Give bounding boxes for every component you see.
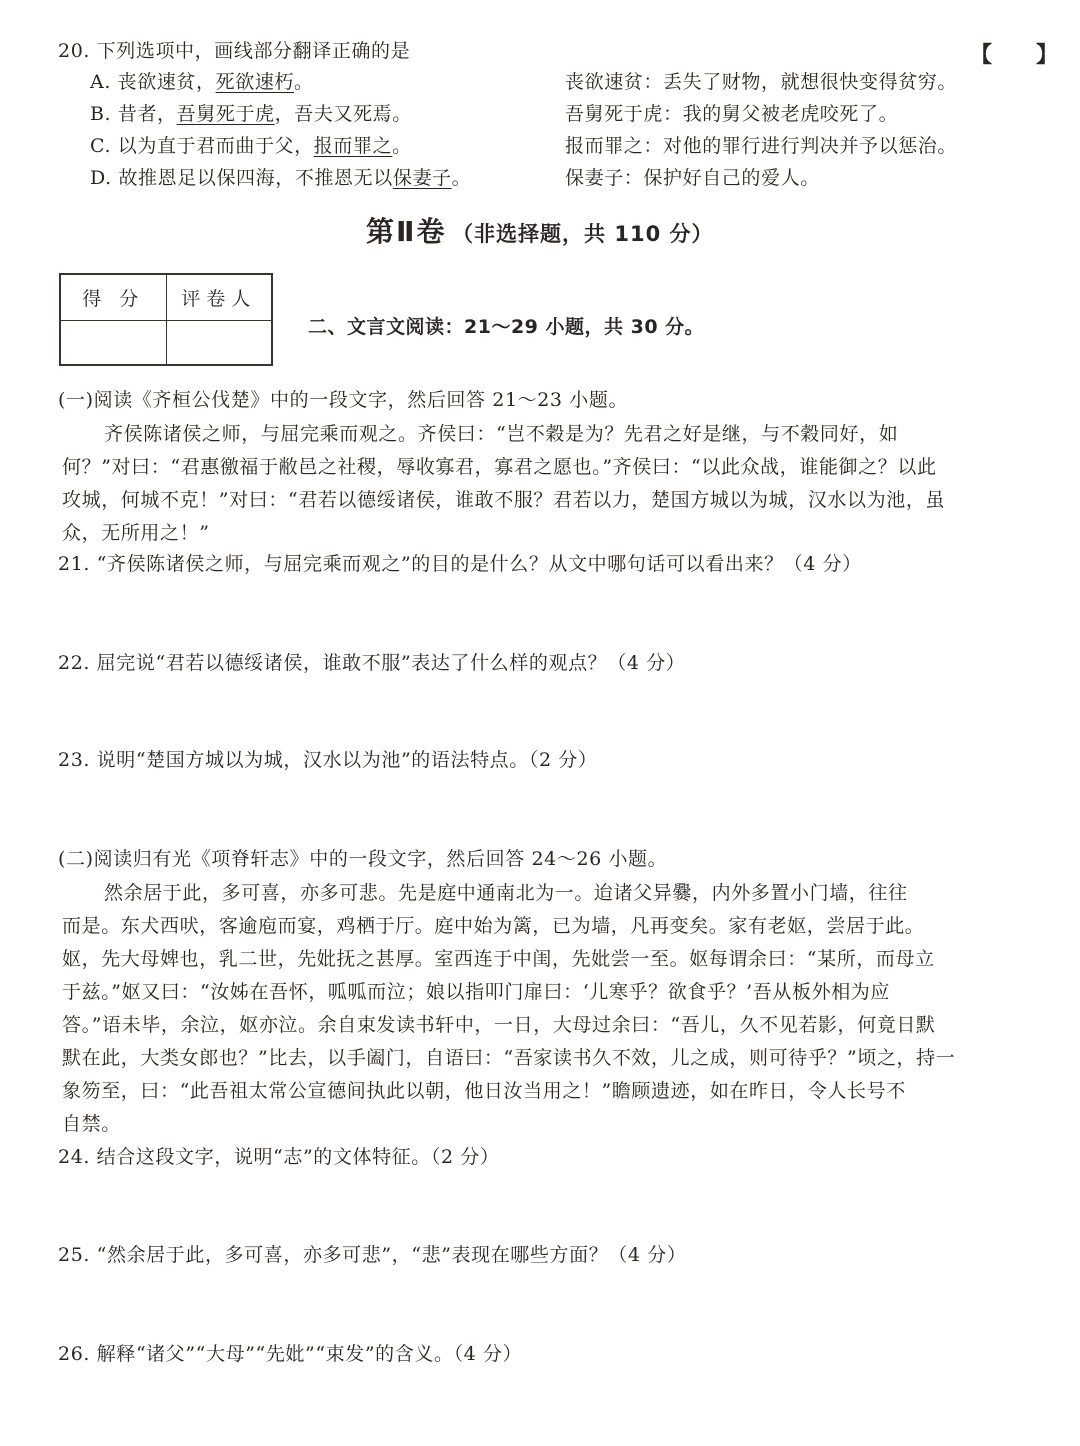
option-text-end: ，吾夫又死焉。 (274, 103, 412, 125)
q20-option-b (90, 101, 412, 127)
option-text: 丧欲速贫， (117, 71, 216, 93)
passage1-line: 众，无所用之！” (62, 522, 210, 544)
option-label: C. (90, 135, 112, 157)
option-underlined: 报而罪之 (313, 135, 393, 157)
q20-option-d-translation: 保妻子：保护好自己的爱人。 (565, 167, 820, 189)
score-header: 得 分 (60, 274, 166, 321)
passage1-line: 攻城，何城不克！”对曰：“君若以德绥诸侯，谁敢不服？君若以力，楚国方城以为城，汉水以为池，虽 (62, 489, 946, 511)
q20-option-d (90, 165, 471, 191)
answer-bracket: 【 】 (970, 43, 1059, 68)
passage2-line: 然余居于此，多可喜，亦多可悲。先是庭中通南北为一。迨诸父异爨，内外多置小门墙，往往 (104, 882, 908, 904)
question-24: 24. 结合这段文字，说明“志”的文体特征。（2 分） (58, 1146, 500, 1168)
option-underlined: 保妻子 (392, 167, 452, 189)
passage1-intro: (一)阅读《齐桓公伐楚》中的一段文字，然后回答 21～23 小题。 (58, 389, 629, 411)
q20-stem: 20. 下列选项中，画线部分翻译正确的是 (58, 40, 411, 62)
option-label: A. (90, 71, 111, 93)
passage2-intro: (二)阅读归有光《项脊轩志》中的一段文字，然后回答 24～26 小题。 (58, 848, 668, 870)
passage2-line: 自禁。 (62, 1113, 121, 1135)
q20-option-c (90, 133, 412, 159)
option-label: D. (90, 167, 112, 189)
passage1-line: 何？”对曰：“君惠徼福于敝邑之社稷，辱收寡君，寡君之愿也。”齐侯曰：“以此众战，谁能御之？以此 (62, 456, 937, 478)
option-underlined: 吾舅死于虎 (176, 103, 275, 125)
option-text-end: 。 (294, 71, 314, 93)
option-text: 以为直于君而曲于父， (117, 135, 314, 157)
option-underlined: 死欲速朽 (215, 71, 295, 93)
option-text: 故推恩足以保四海，不推恩无以 (118, 167, 393, 189)
score-table (59, 273, 273, 366)
q20-option-a (90, 69, 314, 95)
passage2-line: 答。”语未毕，余泣，妪亦泣。余自束发读书轩中，一日，大母过余曰：“吾儿，久不见若影，何竟日默 (62, 1014, 936, 1036)
grader-header: 评卷人 (166, 274, 272, 321)
question-26: 26. 解释“诸父”“大母”“先妣”“束发”的含义。（4 分） (58, 1343, 523, 1365)
question-23: 23. 说明“楚国方城以为城，汉水以为池”的语法特点。（2 分） (58, 749, 598, 771)
question-25: 25. “然余居于此，多可喜，亦多可悲”，“悲”表现在哪些方面？（4 分） (58, 1244, 687, 1266)
option-label: B. (90, 103, 112, 125)
passage2-line: 默在此，大类女郎也？”比去，以手阖门，自语曰：“吾家读书久不效，儿之成，则可待乎？”顷之，持一 (62, 1047, 956, 1069)
option-text-end: 。 (451, 167, 472, 189)
section-title (366, 210, 714, 250)
passage2-line: 于兹。”妪又曰：“汝姊在吾怀，呱呱而泣；娘以指叩门扉曰：‘儿寒乎？欲食乎？’吾从板外相为应 (62, 981, 891, 1003)
passage2-line: 妪，先大母婢也，乳二世，先妣抚之甚厚。室西连于中闺，先妣尝一至。妪每谓余曰：“某所，而母立 (62, 948, 935, 970)
section-title-main: 第Ⅱ卷 (366, 215, 447, 248)
option-text: 昔者， (117, 103, 177, 125)
q20-option-b-translation: 吾舅死于虎：我的舅父被老虎咬死了。 (565, 103, 899, 125)
passage1-line: 齐侯陈诸侯之师，与屈完乘而观之。齐侯曰：“岂不穀是为？先君之好是继，与不穀同好，如 (104, 423, 899, 445)
passage2-line: 而是。东犬西吠，客逾庖而宴，鸡栖于厅。庭中始为篱，已为墙，凡再变矣。家有老妪，尝居于此。 (62, 915, 925, 937)
grader-cell[interactable] (166, 321, 272, 366)
question-21: 21. “齐侯陈诸侯之师，与屈完乘而观之”的目的是什么？从文中哪句话可以看出来？（4 分） (58, 553, 862, 575)
part-heading: 二、文言文阅读：21～29 小题，共 30 分。 (308, 316, 705, 338)
q20-option-c-translation: 报而罪之：对他的罪行进行判决并予以惩治。 (565, 135, 958, 157)
question-22: 22. 屈完说“君若以德绥诸侯，谁敢不服”表达了什么样的观点？（4 分） (58, 652, 686, 674)
score-cell[interactable] (60, 321, 166, 366)
passage2-line: 象笏至，曰：“此吾祖太常公宣德间执此以朝，他日汝当用之！”瞻顾遗迹，如在昨日，令人长号不 (62, 1080, 906, 1102)
section-title-sub: （非选择题，共 110 分） (452, 222, 714, 246)
option-text-end: 。 (392, 135, 412, 157)
q20-option-a-translation: 丧欲速贫：丢失了财物，就想很快变得贫穷。 (565, 71, 958, 93)
